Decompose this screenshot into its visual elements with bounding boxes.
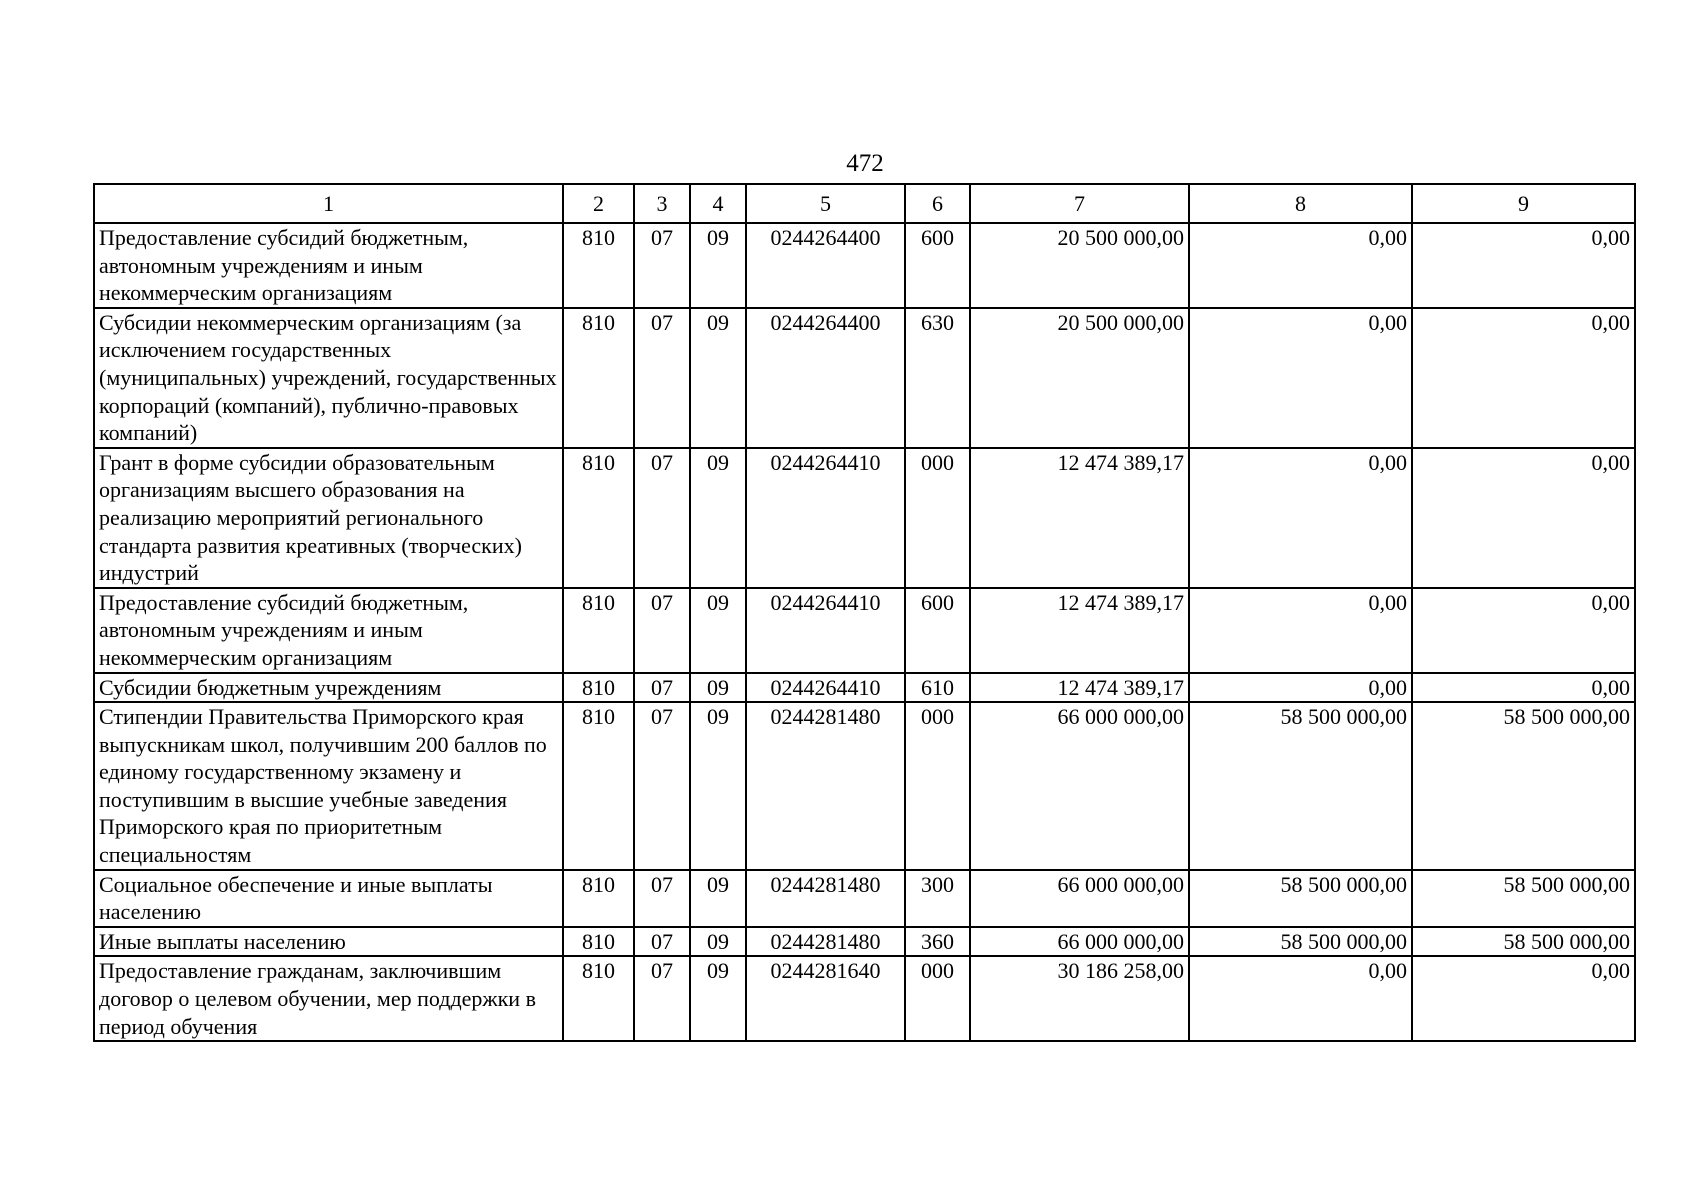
amount-col7-cell: 12 474 389,17 <box>970 673 1189 703</box>
header-cell: 8 <box>1189 184 1412 223</box>
expense-type-cell: 360 <box>905 927 970 957</box>
ministry-code-cell: 810 <box>563 927 634 957</box>
expense-type-cell: 600 <box>905 588 970 673</box>
amount-col8-cell: 0,00 <box>1189 308 1412 448</box>
table-row <box>94 956 1635 1041</box>
subsection-code-cell: 09 <box>690 448 746 588</box>
budget-table <box>93 183 1636 1042</box>
target-article-cell: 0244281480 <box>746 927 905 957</box>
amount-col9-cell: 0,00 <box>1412 673 1635 703</box>
header-cell: 6 <box>905 184 970 223</box>
header-cell: 7 <box>970 184 1189 223</box>
ministry-code-cell: 810 <box>563 673 634 703</box>
target-article-cell: 0244281640 <box>746 956 905 1041</box>
amount-col9-cell: 0,00 <box>1412 448 1635 588</box>
row-name-cell: Субсидии некоммерческим организациям (за исключением государственных (муниципальных) учреждений, государственных корпораций (компаний), публично-правовых компаний) <box>94 308 563 448</box>
header-cell: 3 <box>634 184 690 223</box>
table-row <box>94 588 1635 673</box>
amount-col8-cell: 0,00 <box>1189 956 1412 1041</box>
section-code-cell: 07 <box>634 927 690 957</box>
row-name-cell: Стипендии Правительства Приморского края выпускникам школ, получившим 200 баллов по единому государственному экзамену и поступившим в высшие учебные заведения Приморского края по приоритетным специальностям <box>94 702 563 870</box>
amount-col8-cell: 58 500 000,00 <box>1189 870 1412 927</box>
header-cell: 5 <box>746 184 905 223</box>
table-row <box>94 927 1635 957</box>
section-code-cell: 07 <box>634 870 690 927</box>
amount-col7-cell: 12 474 389,17 <box>970 588 1189 673</box>
row-name-cell: Субсидии бюджетным учреждениям <box>94 673 563 703</box>
subsection-code-cell: 09 <box>690 588 746 673</box>
table-row <box>94 308 1635 448</box>
subsection-code-cell: 09 <box>690 223 746 308</box>
row-name-cell: Грант в форме субсидии образовательным организациям высшего образования на реализацию мероприятий регионального стандарта развития креативных (творческих) индустрий <box>94 448 563 588</box>
section-code-cell: 07 <box>634 702 690 870</box>
target-article-cell: 0244281480 <box>746 870 905 927</box>
ministry-code-cell: 810 <box>563 956 634 1041</box>
table-row <box>94 223 1635 308</box>
row-name-cell: Предоставление субсидий бюджетным, автономным учреждениям и иным некоммерческим организациям <box>94 588 563 673</box>
amount-col7-cell: 20 500 000,00 <box>970 308 1189 448</box>
section-code-cell: 07 <box>634 673 690 703</box>
amount-col9-cell: 0,00 <box>1412 588 1635 673</box>
target-article-cell: 0244264400 <box>746 223 905 308</box>
amount-col7-cell: 66 000 000,00 <box>970 702 1189 870</box>
amount-col8-cell: 58 500 000,00 <box>1189 702 1412 870</box>
ministry-code-cell: 810 <box>563 702 634 870</box>
header-cell: 2 <box>563 184 634 223</box>
row-name-cell: Социальное обеспечение и иные выплаты населению <box>94 870 563 927</box>
header-cell: 1 <box>94 184 563 223</box>
section-code-cell: 07 <box>634 448 690 588</box>
amount-col9-cell: 0,00 <box>1412 223 1635 308</box>
amount-col9-cell: 58 500 000,00 <box>1412 870 1635 927</box>
row-name-cell: Иные выплаты населению <box>94 927 563 957</box>
amount-col8-cell: 58 500 000,00 <box>1189 927 1412 957</box>
amount-col9-cell: 0,00 <box>1412 308 1635 448</box>
table-row <box>94 448 1635 588</box>
target-article-cell: 0244264400 <box>746 308 905 448</box>
amount-col7-cell: 20 500 000,00 <box>970 223 1189 308</box>
target-article-cell: 0244264410 <box>746 588 905 673</box>
subsection-code-cell: 09 <box>690 702 746 870</box>
expense-type-cell: 000 <box>905 956 970 1041</box>
ministry-code-cell: 810 <box>563 588 634 673</box>
expense-type-cell: 300 <box>905 870 970 927</box>
target-article-cell: 0244264410 <box>746 673 905 703</box>
subsection-code-cell: 09 <box>690 956 746 1041</box>
expense-type-cell: 000 <box>905 702 970 870</box>
amount-col8-cell: 0,00 <box>1189 448 1412 588</box>
section-code-cell: 07 <box>634 956 690 1041</box>
ministry-code-cell: 810 <box>563 223 634 308</box>
amount-col8-cell: 0,00 <box>1189 223 1412 308</box>
header-row <box>94 184 1635 223</box>
ministry-code-cell: 810 <box>563 448 634 588</box>
amount-col7-cell: 30 186 258,00 <box>970 956 1189 1041</box>
amount-col9-cell: 0,00 <box>1412 956 1635 1041</box>
amount-col8-cell: 0,00 <box>1189 588 1412 673</box>
expense-type-cell: 610 <box>905 673 970 703</box>
header-cell: 4 <box>690 184 746 223</box>
table-row <box>94 702 1635 870</box>
section-code-cell: 07 <box>634 308 690 448</box>
amount-col7-cell: 66 000 000,00 <box>970 927 1189 957</box>
target-article-cell: 0244264410 <box>746 448 905 588</box>
amount-col8-cell: 0,00 <box>1189 673 1412 703</box>
row-name-cell: Предоставление гражданам, заключившим договор о целевом обучении, мер поддержки в период обучения <box>94 956 563 1041</box>
target-article-cell: 0244281480 <box>746 702 905 870</box>
amount-col9-cell: 58 500 000,00 <box>1412 927 1635 957</box>
section-code-cell: 07 <box>634 588 690 673</box>
amount-col9-cell: 58 500 000,00 <box>1412 702 1635 870</box>
subsection-code-cell: 09 <box>690 927 746 957</box>
table-row <box>94 673 1635 703</box>
header-cell: 9 <box>1412 184 1635 223</box>
section-code-cell: 07 <box>634 223 690 308</box>
row-name-cell: Предоставление субсидий бюджетным, автономным учреждениям и иным некоммерческим организациям <box>94 223 563 308</box>
ministry-code-cell: 810 <box>563 870 634 927</box>
subsection-code-cell: 09 <box>690 870 746 927</box>
subsection-code-cell: 09 <box>690 673 746 703</box>
subsection-code-cell: 09 <box>690 308 746 448</box>
ministry-code-cell: 810 <box>563 308 634 448</box>
expense-type-cell: 600 <box>905 223 970 308</box>
page-number: 472 <box>846 150 884 177</box>
amount-col7-cell: 66 000 000,00 <box>970 870 1189 927</box>
table-row <box>94 870 1635 927</box>
amount-col7-cell: 12 474 389,17 <box>970 448 1189 588</box>
expense-type-cell: 630 <box>905 308 970 448</box>
expense-type-cell: 000 <box>905 448 970 588</box>
